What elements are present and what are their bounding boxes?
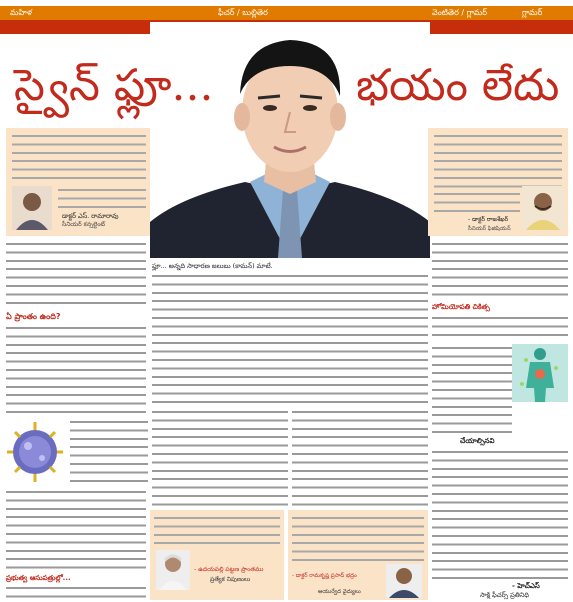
intro-box-right <box>428 128 568 236</box>
bottom-center-box-text <box>154 514 280 546</box>
intro-left-byline: డాక్టర్ ఎస్. రామారావు <box>62 212 119 220</box>
body-illustration <box>512 344 568 402</box>
doctor-photo-left <box>12 186 52 230</box>
headline-part-2: భయం లేదు <box>356 60 560 111</box>
nav-section-left[interactable]: మహిళ <box>10 8 32 17</box>
center-left-text-2 <box>152 408 288 508</box>
bottom-center-box-2-text <box>292 514 424 562</box>
nav-section-mid[interactable]: ఫీచర్ / బుల్లితెర <box>218 8 268 17</box>
bottom-center-box-2 <box>288 510 428 600</box>
nav-section-right-2[interactable]: గ్లామర్ <box>522 8 543 17</box>
nav-section-right-1[interactable]: వెంటితెర / గ్లామర్ <box>432 8 487 17</box>
section-nav-bar <box>0 6 573 20</box>
expert-photo-right <box>386 564 422 598</box>
bottom-right-label: ఆయుర్వేద వైద్యులు <box>318 589 361 595</box>
left-column-text-4 <box>6 488 146 572</box>
center-column-text-1 <box>152 272 428 404</box>
center-lead-line: ఫ్లూ... అన్నది సాధారణ జలుబు (కామన్) మాటే. <box>152 262 273 270</box>
left-column-text-1 <box>6 240 146 310</box>
doctor-right-avatar-icon <box>522 186 564 230</box>
headline-part-1: స్వైన్ ఫ్లూ... <box>14 60 214 111</box>
center-right-text-2 <box>292 408 428 508</box>
human-body-icon <box>512 344 568 402</box>
left-subheading-1: ఏ ప్రాంతం ఉంది? <box>6 312 61 321</box>
right-mid-heading: చేయాల్సినవి <box>460 437 495 445</box>
final-signature: - హెచ్‌ఎస్ <box>512 582 540 590</box>
left-column-text-5 <box>6 584 146 600</box>
right-column-text-4 <box>432 448 568 582</box>
intro-left-byline-role: సీనియర్ కన్సల్టెంట్ <box>62 221 106 228</box>
expert-photo-center <box>156 550 190 590</box>
bottom-center-label: ప్రత్యేక నిపుణులు <box>210 576 251 583</box>
intro-box-left <box>6 128 150 236</box>
intro-right-text-2 <box>434 190 520 214</box>
right-subheading-1: హోమియోపతి చికిత్స <box>432 303 490 311</box>
right-column-text-3 <box>432 344 512 434</box>
virus-illustration <box>4 416 66 488</box>
intro-right-text <box>434 132 562 190</box>
final-credit: సాక్షి ఫీచర్స్ ప్రతినిధి <box>480 591 530 599</box>
left-column-text-3 <box>70 418 148 486</box>
intro-right-byline-role: సీనియర్ ఫిజిషియన్ <box>468 226 511 232</box>
expert-right-avatar-icon <box>386 564 422 598</box>
right-column-text-2 <box>432 314 568 342</box>
bottom-center-signature: - ఉదయపల్లి పట్టణ ప్రాంతము <box>194 566 264 573</box>
intro-left-text <box>12 132 146 182</box>
left-subheading-2: ప్రభుత్వ ఆసుపత్రుల్లో... <box>6 574 71 582</box>
intro-right-byline: - డాక్టర్ రాజశేఖర్ <box>468 216 509 223</box>
intro-left-text-2 <box>58 186 146 212</box>
virus-icon <box>4 416 66 488</box>
right-column-text-1 <box>432 240 568 302</box>
doctor-left-avatar-icon <box>12 186 52 230</box>
expert-center-avatar-icon <box>156 550 190 590</box>
doctor-photo-right <box>522 186 564 230</box>
bottom-right-signature: - డాక్టర్ రామకృష్ణ ప్రసాద్ భద్రం <box>292 573 357 579</box>
left-column-text-2 <box>6 324 146 416</box>
bottom-center-box <box>150 510 284 600</box>
